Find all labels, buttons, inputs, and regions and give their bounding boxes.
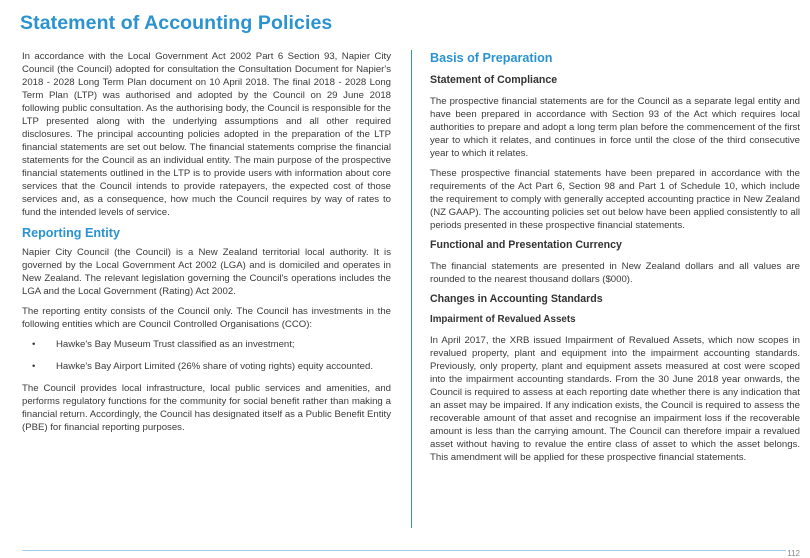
list-item <box>22 338 391 351</box>
list-item <box>22 360 391 373</box>
compliance-paragraph-2: These prospective financial statements have been prepared in accordance with the requirements of the Act Part 6, Section 98 and Part 1 of Schedule 10, which include the requirement to comply with generally accepted accounting practice in New Zealand (NZ GAAP). The accounting policies set out below have been applied consistently to all periods presented in these prospective financial statements. <box>430 168 800 231</box>
reporting-entity-paragraph-2: The reporting entity consists of the Council only. The Council has investments in the following entities which are Council Controlled Organisations (CCO): <box>22 306 391 330</box>
compliance-paragraph-1: The prospective financial statements are for the Council as a separate legal entity and have been prepared in accordance with Section 93 of the Act which requires local authorities to prepare and adopt a long term plan before the commencement of the first year to which it relates, and continues in force until the close of the third consecutive year to which it relates. <box>430 96 800 159</box>
impairment-paragraph: In April 2017, the XRB issued Impairment of Revalued Assets, which now scopes in revalued property, plant and equipment into the impairment accounting standards. Previously, only property, plant and equipment assets measured at cost were scoped into the impairment accounting standards. From the 30 June 2018 year onwards, the Council is required to assess at each reporting date whether there is any indication that an asset may be impaired. If any indication exists, the Council is required to assess the recoverable amount of that asset and recognise an impairment loss if the recoverable amount is less than the carrying amount. The Council can therefore impair a revalued asset without having to revalue the entire class of asset to which the asset belongs. This amendment will be applied for these prospective financial statements. <box>430 335 800 463</box>
currency-paragraph: The financial statements are presented in New Zealand dollars and all values are rounded to the nearest thousand dollars ($000). <box>430 261 800 285</box>
currency-heading: Functional and Presentation Currency <box>430 239 622 251</box>
bullet-icon: • <box>32 361 36 372</box>
column-divider <box>411 50 412 528</box>
statement-of-compliance-heading: Statement of Compliance <box>430 74 558 86</box>
page-number: 112 <box>787 549 800 558</box>
footer-rule <box>22 550 786 551</box>
page-title: Statement of Accounting Policies <box>20 12 333 34</box>
right-column <box>430 50 800 471</box>
reporting-entity-heading: Reporting Entity <box>22 226 120 240</box>
impairment-heading: Impairment of Revalued Assets <box>430 314 576 325</box>
bullet-icon: • <box>32 339 36 350</box>
changes-in-standards-heading: Changes in Accounting Standards <box>430 293 603 305</box>
reporting-entity-paragraph-3: The Council provides local infrastructure, local public services and amenities, and performs regulatory functions for the community for social benefit rather than making a financial return. Accordingly, the Council has designated itself as a Public Benefit Entity (PBE) for financial reporting purposes. <box>22 383 391 433</box>
intro-paragraph: In accordance with the Local Government Act 2002 Part 6 Section 93, Napier City Council (the Council) adopted for consultation the Consultation Document for Napier's 2018 - 2028 Long Term Plan document on 10 April 2018. The final 2018 - 2028 Long Term Plan (LTP) was authorised and adopted by the Council on 29 June 2018 following public consultation. As the authorising body, the Council is responsible for the LTP presented along with the underlying assumptions and all other required disclosures. The principal accounting policies adopted in the preparation of the LTP financial statements are set out below. The financial statements comprise the financial statements for the Council as an individual entity. The main purpose of the prospective financial statements outlined in the LTP is to provide users with information about core services that the Council intends to provide ratepayers, the expected cost of those services and, as a consequence, how much the Council requires by way of rates to fund the intended levels of service. <box>22 51 391 218</box>
list-item-text: Hawke's Bay Airport Limited (26% share of voting rights) equity accounted. <box>56 361 373 372</box>
basis-of-preparation-heading: Basis of Preparation <box>430 51 553 65</box>
left-column <box>22 50 391 441</box>
reporting-entity-paragraph-1: Napier City Council (the Council) is a New Zealand territorial local authority. It is governed by the Local Government Act 2002 (LGA) and is domiciled and operates in New Zealand. The relevant legislation governing the Council's operations includes the LGA and the Local Government (Rating) Act 2002. <box>22 247 391 297</box>
cco-list <box>22 338 391 373</box>
list-item-text: Hawke's Bay Museum Trust classified as an investment; <box>56 339 295 350</box>
